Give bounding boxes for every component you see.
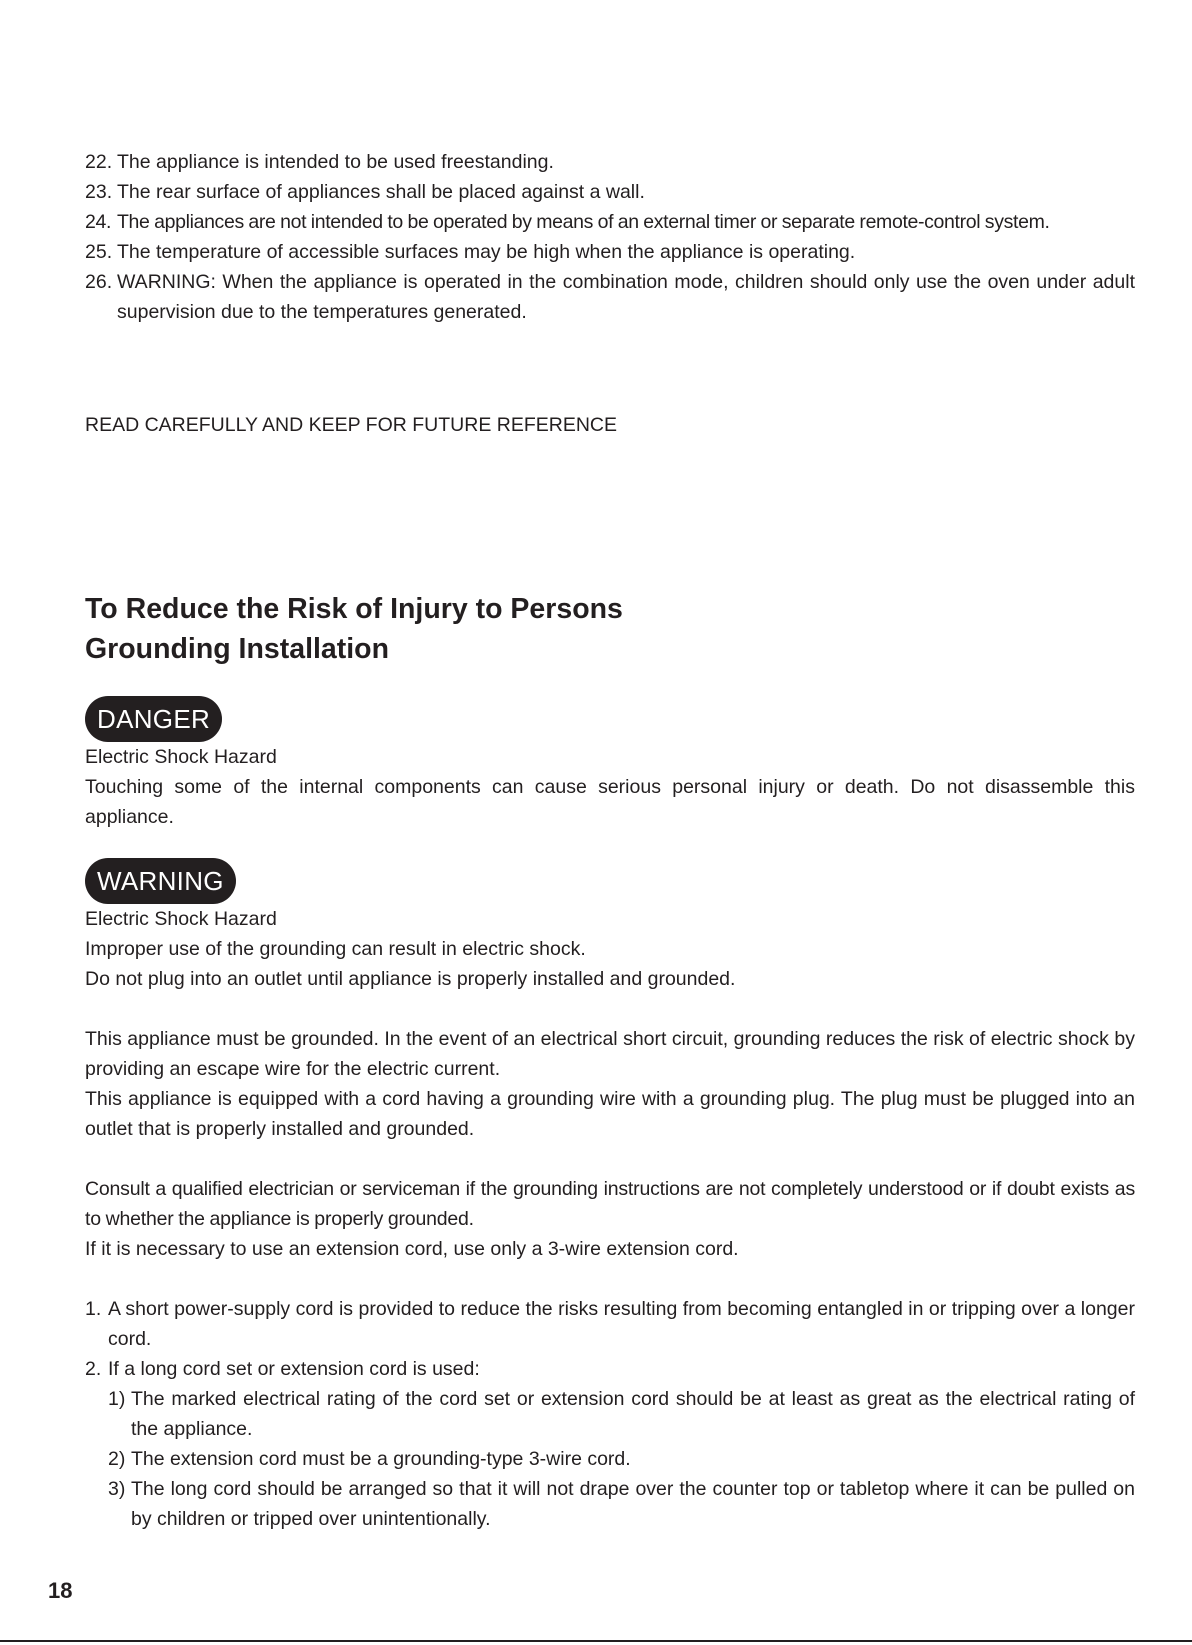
- heading-line-1: To Reduce the Risk of Injury to Persons: [85, 593, 623, 625]
- item-number: 1.: [85, 1298, 102, 1320]
- danger-badge: DANGER: [85, 696, 222, 742]
- warning-line-1: Improper use of the grounding can result in electric shock.: [85, 938, 586, 960]
- item-number: 3): [108, 1478, 126, 1500]
- danger-block: [85, 742, 1135, 832]
- consult-paragraph-2: If it is necessary to use an extension cord, use only a 3-wire extension cord.: [85, 1238, 739, 1260]
- warning-title: Electric Shock Hazard: [85, 908, 277, 930]
- item-text: The extension cord must be a grounding-type 3-wire cord.: [131, 1448, 631, 1470]
- warning-block: [85, 904, 1135, 994]
- item-number: 2): [108, 1448, 126, 1470]
- sublist-item: [108, 1474, 1135, 1534]
- bottom-rule: [0, 1640, 1192, 1642]
- read-carefully-note: READ CAREFULLY AND KEEP FOR FUTURE REFERENCE: [85, 414, 618, 436]
- consult-paragraph-1: Consult a qualified electrician or serviceman if the grounding instructions are not completely understood or if doubt exists as to whether the appliance is properly grounded.: [85, 1178, 1135, 1230]
- list-item: [85, 147, 1135, 177]
- item-text: The rear surface of appliances shall be placed against a wall.: [117, 181, 645, 203]
- item-number: 1): [108, 1388, 126, 1410]
- warning-line-2: Do not plug into an outlet until appliance is properly installed and grounded.: [85, 968, 736, 990]
- item-text: The marked electrical rating of the cord set or extension cord should be at least as great as the electrical rating of the appliance.: [131, 1388, 1135, 1440]
- extension-cord-sublist: [108, 1384, 1135, 1534]
- item-number: 22.: [85, 151, 113, 173]
- item-text: The appliances are not intended to be operated by means of an external timer or separate remote-control system.: [117, 211, 1050, 233]
- item-number: 24.: [85, 211, 112, 233]
- item-number: 25.: [85, 241, 113, 263]
- item-text: The long cord should be arranged so that it will not drape over the counter top or tabletop where it can be pulled on by children or tripped over unintentionally.: [131, 1478, 1135, 1530]
- item-number: 2.: [85, 1358, 102, 1380]
- item-text: The appliance is intended to be used freestanding.: [117, 151, 554, 173]
- list-item: [85, 267, 1135, 327]
- heading-line-2: Grounding Installation: [85, 633, 389, 665]
- danger-text: Touching some of the internal components can cause serious personal injury or death. Do not disassemble this appliance.: [85, 776, 1135, 828]
- grounding-paragraph-2: This appliance is equipped with a cord having a grounding wire with a grounding plug. The plug must be plugged into an outlet that is properly installed and grounded.: [85, 1088, 1135, 1140]
- list-item: [85, 177, 1135, 207]
- section-heading: [85, 589, 1085, 669]
- list-item: [85, 1294, 1135, 1354]
- grounding-paragraph-1: This appliance must be grounded. In the event of an electrical short circuit, grounding reduces the risk of electric shock by providing an escape wire for the electric current.: [85, 1028, 1135, 1080]
- extension-cord-list: [85, 1294, 1135, 1534]
- warning-badge: WARNING: [85, 858, 236, 904]
- danger-title: Electric Shock Hazard: [85, 746, 277, 768]
- item-text: A short power-supply cord is provided to reduce the risks resulting from becoming entangled in or tripping over a longer cord.: [108, 1298, 1135, 1350]
- item-text: If a long cord set or extension cord is used:: [108, 1358, 480, 1380]
- sublist-item: [108, 1444, 1135, 1474]
- list-item: [85, 237, 1135, 267]
- safety-instructions-list: [85, 147, 1135, 327]
- consult-paragraphs: [85, 1174, 1135, 1264]
- page-number: 18: [48, 1578, 73, 1603]
- item-number: 26.: [85, 271, 113, 293]
- sublist-item: [108, 1384, 1135, 1444]
- list-item: [85, 207, 1135, 237]
- grounding-paragraphs: [85, 1024, 1135, 1144]
- list-item: [85, 1354, 1135, 1384]
- item-text: The temperature of accessible surfaces may be high when the appliance is operating.: [117, 241, 856, 263]
- item-text: WARNING: When the appliance is operated in the combination mode, children should only use the oven under adult supervision due to the temperatures generated.: [117, 271, 1135, 323]
- item-number: 23.: [85, 181, 113, 203]
